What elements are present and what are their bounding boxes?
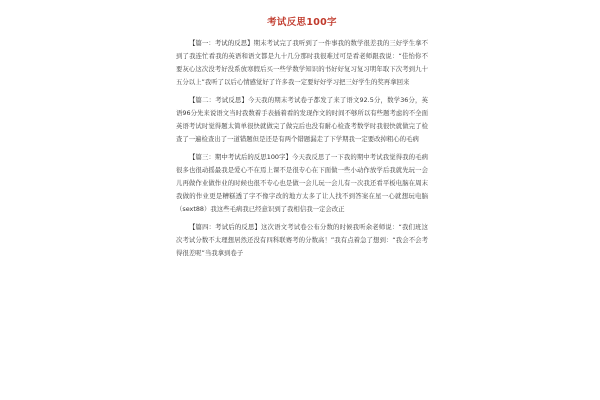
section-4 [176, 221, 428, 260]
section-1-text: 期末考试完了我听到了一件事我的数学很差我的三好学生拿不到了我连忙看我的英语和语文都是九十几分那时我很难过可是看老师跟我说：“佳怡你不要灰心这次没考好没系放寒假后买一些学数学知识的书好好复习复习明年取下次考到九十五分以上”我听了以后心情感觉好了许多我一定要好好学习把三好学生的奖再拿回来 [176, 39, 429, 86]
section-1 [176, 37, 428, 89]
section-2-label: 【篇二：考试反思】 [189, 96, 249, 104]
section-3-text: 今天我反思了一下我的期中考试我觉得我的毛病很多也很动摇最我是爱心不在焉上课不是很专心在下面做一些小动作放学后我就先玩一会儿再做作业做作业的时候也很不专心也是做一会儿玩一会儿有一次我还看平板电脑在周末我做的作业更是糟糕透了字不像字改的地方太多了让人找不到答案在星一心就想玩电脑（sext88）我这些毛病我已经意识到了我相信我一定会改正 [176, 153, 429, 213]
document-title: 考试反思100字 [267, 17, 337, 28]
section-4-label: 【篇四：考试后的反思】 [189, 223, 262, 231]
section-1-label: 【篇一：考试的反思】 [189, 39, 254, 47]
section-2 [176, 94, 428, 146]
section-2-text: 今天我的期末考试卷子都发了来了语文92.5分，数学36分，英语96分先来说语文当时我数着手表插着看的发现作文的时间不够所以有些题考虑的不全面英语考试时觉得题太简单很快就做完了做完后也没有耐心检查考数学时我很快就做完了检查了一遍检查出了一道错题但是还是有两个错题漏走了下学期我一定要改掉粗心的毛病 [176, 96, 428, 143]
document-body [176, 14, 428, 265]
section-4-text: 这次语文考试卷公布分数的时候我听余老师说：“我们班这次考试分数不太理想居然还没有四科联赛考的分数高！”我有点着急了想到：“我会不会考得很差呢”当我拿到卷子 [176, 223, 428, 257]
section-3-label: 【篇三：期中考试后的反思100字】 [189, 153, 293, 161]
section-3 [176, 151, 428, 216]
